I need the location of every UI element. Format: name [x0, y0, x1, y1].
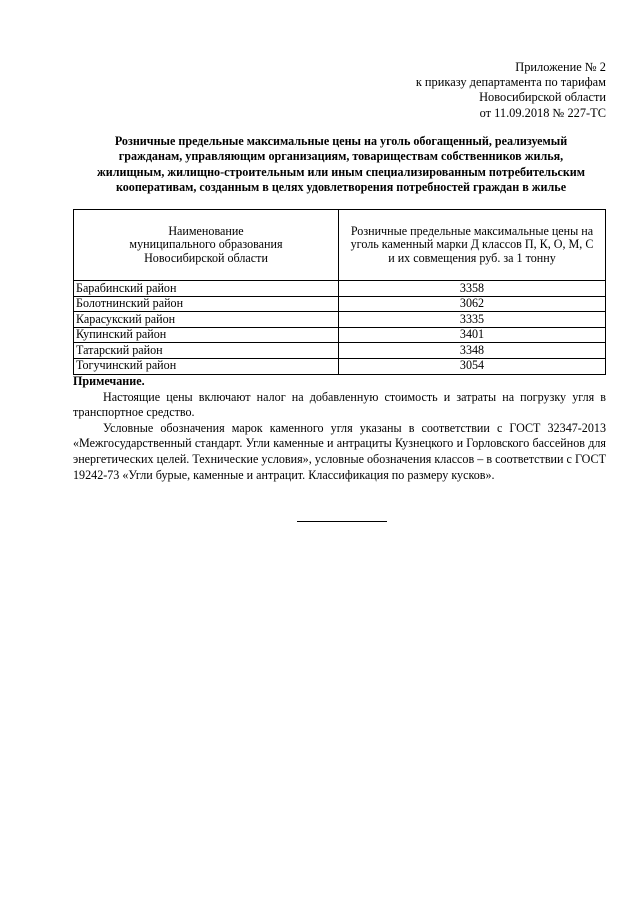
price-cell: 3335 — [339, 312, 606, 328]
price-cell: 3401 — [339, 327, 606, 343]
note-heading: Примечание. — [73, 374, 145, 388]
document-title — [70, 134, 612, 195]
price-column-header — [339, 210, 606, 281]
appendix-number: Приложение № 2 — [515, 60, 606, 74]
price-cell: 3358 — [339, 281, 606, 297]
title-line: жилищным, жилищно-строительным или иным специализированным потребительским — [96, 164, 586, 179]
district-cell: Болотнинский район — [74, 296, 339, 312]
order-date-number: от 11.09.2018 № 227-ТС — [479, 105, 606, 120]
table-row — [74, 296, 606, 312]
table-row — [74, 327, 606, 343]
closing-divider — [297, 521, 387, 522]
price-cell: 3054 — [339, 358, 606, 374]
order-reference: к приказу департамента по тарифам — [415, 75, 606, 90]
header-line: и их совмещения руб. за 1 тонну — [388, 250, 556, 265]
district-cell: Купинский район — [74, 327, 339, 343]
table-header-row — [74, 210, 606, 281]
table-row — [74, 281, 606, 297]
title-line: Розничные предельные максимальные цены на уголь обогащенный, реализуемый — [114, 134, 568, 148]
table-row — [74, 343, 606, 359]
note-paragraph: Условные обозначения марок каменного угля указаны в соответствии с ГОСТ 32347-2013 «Межгосударственный стандарт. Угли каменные и антрациты Кузнецкого и Горловского бассейнов для энергетических целей. Технические условия», условные обозначения классов – в соответствии с ГОСТ 19242-73 «Угли бурые, каменные и антрацит. Классификация по размеру кусков». — [73, 420, 606, 482]
header-line: муниципального образования — [129, 237, 283, 252]
region-name: Новосибирской области — [479, 90, 606, 105]
price-table — [73, 209, 606, 375]
header-line: уголь каменный марки Д классов П, К, О, М, С — [350, 237, 594, 252]
municipality-column-header — [74, 210, 339, 281]
header-line: Наименование — [168, 223, 244, 238]
table-row — [74, 312, 606, 328]
note-paragraph: Настоящие цены включают налог на добавленную стоимость и затраты на погрузку угля в транспортное средство. — [73, 389, 606, 420]
price-cell: 3062 — [339, 296, 606, 312]
header-line: Новосибирской области — [144, 250, 268, 265]
district-cell: Татарский район — [74, 343, 339, 359]
header-line: Розничные предельные максимальные цены на — [350, 223, 594, 238]
notes-section — [73, 374, 606, 483]
table-row — [74, 358, 606, 374]
appendix-header — [306, 60, 606, 121]
price-cell: 3348 — [339, 343, 606, 359]
title-line: гражданам, управляющим организациям, товариществам собственников жилья, — [118, 149, 564, 164]
district-cell: Тогучинский район — [74, 358, 339, 374]
title-line: кооперативам, созданным в целях удовлетворения потребностей граждан в жилье — [115, 179, 567, 194]
district-cell: Карасукский район — [74, 312, 339, 328]
district-cell: Барабинский район — [74, 281, 339, 297]
